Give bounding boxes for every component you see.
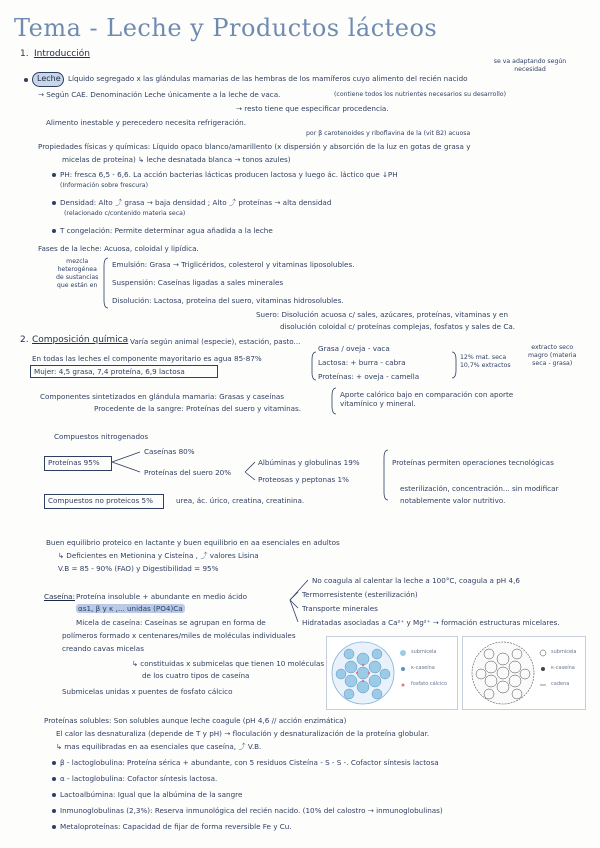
figure-1-legend-3: fosfato cálcico xyxy=(411,681,448,687)
mezcla-label: mezcla heterogénea de sustancias que están en xyxy=(56,258,99,289)
deficientes-line: ↳ Deficientes en Metionina y Cisteína , ⤴ valores Lisina xyxy=(58,551,259,560)
caseina-types-highlight: αs1, β y κ ,... unidas (PO4)Ca xyxy=(78,604,183,613)
vb-line: V.B = 85 - 90% (FAO) y Digestibilidad = 95% xyxy=(58,564,219,573)
materia-seca-note: 12% mat. seca 10,7% extractos xyxy=(460,354,511,369)
bullet xyxy=(24,78,28,82)
bullet xyxy=(52,173,56,177)
grasa-line: Grasa / oveja - vaca xyxy=(318,344,390,353)
inmunoglobulinas-line: Inmunoglobulinas (2,3%): Reserva inmunológica del recién nacido. (10% del calostro → inmunoglobulinas) xyxy=(60,806,443,815)
micela-line-4: ↳ constituidas x submicelas que tienen 10 moléculas xyxy=(132,659,325,668)
solubles-line-3: ↳ mas equilibradas en aa esenciales que caseína, ⤴ V.B. xyxy=(56,742,262,751)
procedencia-note: → resto tiene que especificar procedencia. xyxy=(236,104,389,113)
bullet xyxy=(52,825,56,829)
micela-line-2: polímeros formado x centenares/miles de moléculas individuales xyxy=(62,631,296,640)
sangre-line: Procedente de la sangre: Proteínas del suero y vitaminas. xyxy=(94,404,302,413)
a-lactoglobulina-line: α - lactoglobulina: Cofactor síntesis lactosa. xyxy=(60,774,218,783)
propiedades-line-2: micelas de proteína) ↳ leche desnatada blanca → tonos azules) xyxy=(62,155,291,164)
bullet xyxy=(52,809,56,813)
propiedades-line: Propiedades físicas y químicas: Líquido opaco blanco/amarillento (x dispersión y absorción de la luz en gotas de grasa y xyxy=(38,142,471,151)
page-title: Tema - Leche y Productos lácteos xyxy=(14,14,438,42)
metaloproteinas-line: Metaloproteínas: Capacidad de fijar de forma reversible Fe y Cu. xyxy=(60,822,292,831)
permite-line-3: notablemente valor nutritivo. xyxy=(400,496,506,505)
hidratadas-line: Hidratadas asociadas a Ca²⁺ y Mg²⁺ → formación estructuras micelares. xyxy=(302,618,560,627)
figure-2-legend-2: κ-caseína xyxy=(551,665,575,671)
caseina-label: Caseína: xyxy=(44,592,75,601)
micela-line-3: creando cavas micelas xyxy=(62,644,144,653)
nutrients-note: (contiene todos los nutrientes necesarios su desarrollo) xyxy=(334,91,506,98)
no-proteicos-list: urea, ác. úrico, creatina, creatinina. xyxy=(176,496,305,505)
suero-line: Suero: Disolución acuosa c/ sales, azúcares, proteínas, vitaminas y en xyxy=(256,310,509,319)
figure-1-legend-1: submicela xyxy=(411,649,437,655)
albuminas-line: Albúminas y globulinas 19% xyxy=(258,458,360,467)
agua-line: En todas las leches el componente mayoritario es agua 85-87% xyxy=(32,354,262,363)
bullet xyxy=(52,793,56,797)
figure-1-legend-2: κ-caseína xyxy=(411,665,435,671)
suero-proteins-line: Proteínas del suero 20% xyxy=(144,468,232,477)
disolucion-line: Disolución: Lactosa, proteína del suero, vitaminas hidrosolubles. xyxy=(112,296,344,305)
extracto-seco-note: extracto seco magro (materia seca - grasa) xyxy=(528,344,577,367)
permite-line: Proteínas permiten operaciones tecnológicas xyxy=(392,458,554,467)
proteinas-line: Proteínas: + oveja - camella xyxy=(318,372,420,381)
micela-figure-1 xyxy=(326,636,458,710)
bullet xyxy=(52,761,56,765)
densidad-line: Densidad: Alto ⤴ grasa → baja densidad ; Alto ⤴ proteínas → alta densidad xyxy=(60,198,332,207)
lactoalbumina-line: Lactoalbúmina: Igual que la albúmina de la sangre xyxy=(60,790,243,799)
no-proteicos-label: Compuestos no proteicos 5% xyxy=(48,496,153,505)
permite-line-2: esterilización, concentración... sin modificar xyxy=(400,484,559,493)
micela-figure-2 xyxy=(462,636,586,710)
solubles-line: Proteínas solubles: Son solubles aunque leche coagule (pH 4,6 // acción enzimática) xyxy=(44,716,347,725)
section-2-heading: Composición química xyxy=(32,335,129,345)
ph-note: (Información sobre frescura) xyxy=(60,182,148,189)
bullet xyxy=(52,229,56,233)
micela-line-6: Submicelas unidas x puentes de fosfato cálcico xyxy=(62,687,233,696)
densidad-note: (relacionado c/contenido materia seca) xyxy=(64,210,186,217)
transporte-line: Transporte minerales xyxy=(302,604,378,613)
section-1-number: 1. xyxy=(20,49,29,59)
micela-diagram-1 xyxy=(327,637,457,709)
termorresistente-line: Termorresistente (esterilización) xyxy=(302,590,418,599)
solubles-line-2: El calor las desnaturaliza (depende de T y pH) → floculación y desnaturalización de la proteína globular. xyxy=(56,729,430,738)
bullet xyxy=(52,777,56,781)
sintetizados-line: Componentes sintetizados en glándula mamaria: Grasas y caseínas xyxy=(40,392,285,401)
lactosa-line: Lactosa: + burra - cabra xyxy=(318,358,406,367)
ph-line: PH: fresca 6,5 - 6,6. La acción bacterias lácticas producen lactosa y luego ác. láctico que ↓PH xyxy=(60,170,398,179)
carotenoides-note: por β carotenoides y riboflavina de la (vit B2) acuosa xyxy=(306,130,471,137)
side-note: se va adaptando según necesidad xyxy=(493,58,567,73)
emulsion-line: Emulsión: Grasa → Triglicéridos, colesterol y vitaminas liposolubles. xyxy=(112,260,355,269)
varia-line: Varía según animal (especie), estación, pasto... xyxy=(130,337,301,346)
suspension-line: Suspensión: Caseínas ligadas a sales minerales xyxy=(112,278,284,287)
inestable-line: Alimento inestable y perecedero necesita refrigeración. xyxy=(46,118,247,127)
proteinas-box-label: Proteínas 95% xyxy=(48,458,100,467)
definition-line: Líquido segregado x las glándulas mamarias de las hembras de los mamíferos cuyo alimento del recién nacido xyxy=(68,74,468,83)
micela-line-5: de los cuatro tipos de caseína xyxy=(142,671,250,680)
micela-line: Micela de caseína: Caseínas se agrupan en forma de xyxy=(76,618,266,627)
b-lactoglobulina-line: β - lactoglobulina: Proteína sérica + abundante, con 5 residuos Cisteína - S - S -. Cofactor síntesis lactosa xyxy=(60,758,439,767)
congelacion-line: T congelación: Permite determinar agua añadida a la leche xyxy=(60,226,273,235)
coagula-line: No coagula al calentar la leche a 100°C, coagula a pH 4,6 xyxy=(312,576,520,585)
leche-label: Leche xyxy=(37,74,61,83)
proteosas-line: Proteosas y peptonas 1% xyxy=(258,475,349,484)
mujer-line: Mujer: 4,5 grasa, 7,4 proteína, 6,9 lactosa xyxy=(34,367,185,376)
caseinas-line: Caseínas 80% xyxy=(144,447,195,456)
figure-2-legend-1: submicela xyxy=(551,649,577,655)
section-1-heading: Introducción xyxy=(34,49,90,59)
fases-line: Fases de la leche: Acuosa, coloidal y lipídica. xyxy=(38,244,199,253)
bullet xyxy=(52,201,56,205)
caseina-line: Proteína insoluble + abundante en medio ácido xyxy=(76,592,248,601)
equilibrio-line: Buen equilibrio proteico en lactante y buen equilibrio en aa esenciales en adultos xyxy=(46,538,340,547)
figure-2-legend-3: cadena xyxy=(551,681,570,687)
aporte-note: Aporte calórico bajo en comparación con aporte vitamínico y mineral. xyxy=(340,390,514,408)
suero-line-2: disolución coloidal c/ proteínas complejas, fosfatos y sales de Ca. xyxy=(280,322,516,331)
section-2-number: 2. xyxy=(20,335,29,345)
nitrogenados-line: Compuestos nitrogenados xyxy=(54,432,149,441)
cae-line: → Según CAE. Denominación Leche únicamente a la leche de vaca. xyxy=(38,90,281,99)
